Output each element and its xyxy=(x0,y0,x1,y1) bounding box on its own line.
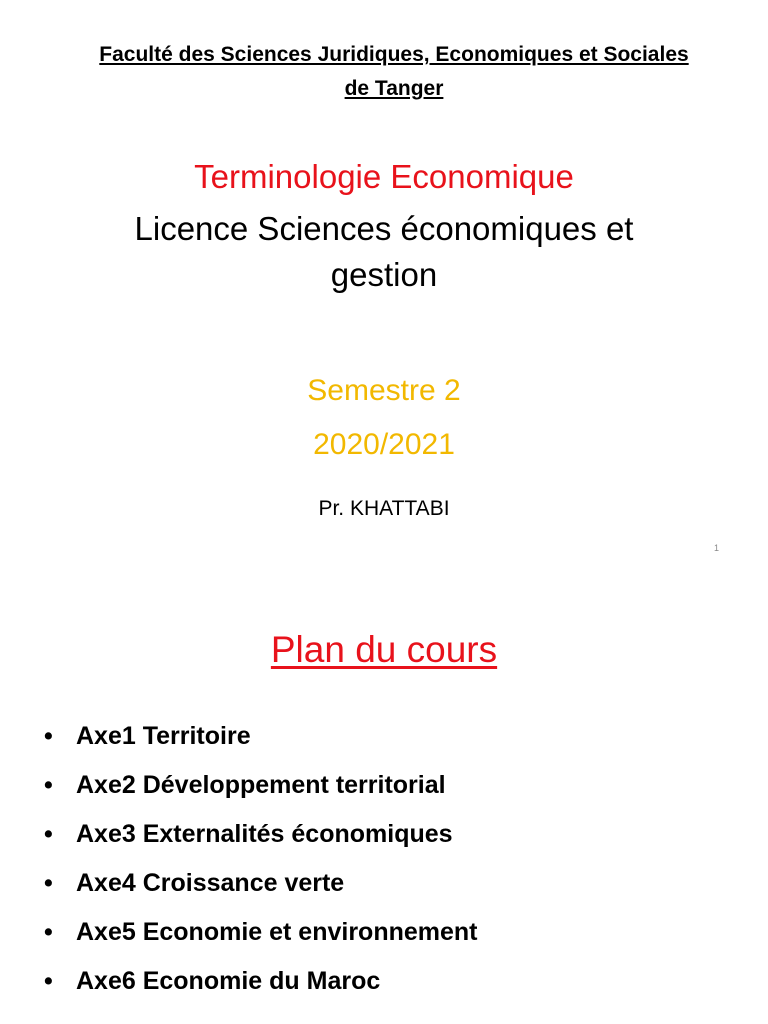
professor-name: Pr. KHATTABI xyxy=(318,497,450,520)
plan-item-axe3 xyxy=(44,810,478,859)
plan-item-axe2 xyxy=(44,761,478,810)
program-line-1: Licence Sciences économiques et xyxy=(134,210,634,247)
plan-item-axe4 xyxy=(44,859,478,908)
course-title: Terminologie Economique xyxy=(194,158,574,195)
plan-item-axe5 xyxy=(44,908,478,957)
faculty-heading xyxy=(20,38,768,106)
plan-item-label: Axe1 Territoire xyxy=(76,722,251,750)
bullet-icon: • xyxy=(44,771,53,799)
bullet-icon: • xyxy=(44,820,53,848)
plan-item-label: Axe4 Croissance verte xyxy=(76,869,345,897)
bullet-icon: • xyxy=(44,918,53,946)
bullet-icon: • xyxy=(44,869,53,897)
plan-item-label: Axe3 Externalités économiques xyxy=(76,820,453,848)
slide-number: 1 xyxy=(714,543,720,553)
semester-label: Semestre 2 xyxy=(307,374,461,407)
plan-list xyxy=(44,712,478,1006)
plan-item-label: Axe5 Economie et environnement xyxy=(76,918,478,946)
program-line-2: gestion xyxy=(330,256,438,293)
plan-item-axe6 xyxy=(44,957,478,1006)
bullet-icon: • xyxy=(44,722,53,750)
bullet-icon: • xyxy=(44,967,53,995)
faculty-line-2: de Tanger xyxy=(344,77,444,100)
program-name xyxy=(0,206,768,298)
academic-year: 2020/2021 xyxy=(313,428,455,461)
plan-item-axe1 xyxy=(44,712,478,761)
plan-item-label: Axe2 Développement territorial xyxy=(76,771,446,799)
faculty-line-1: Faculté des Sciences Juridiques, Economiques et Sociales xyxy=(99,43,689,66)
plan-item-label: Axe6 Economie du Maroc xyxy=(76,967,381,995)
semester-block xyxy=(0,364,768,472)
plan-title: Plan du cours xyxy=(270,629,498,670)
course-plan-slide xyxy=(0,580,768,1024)
